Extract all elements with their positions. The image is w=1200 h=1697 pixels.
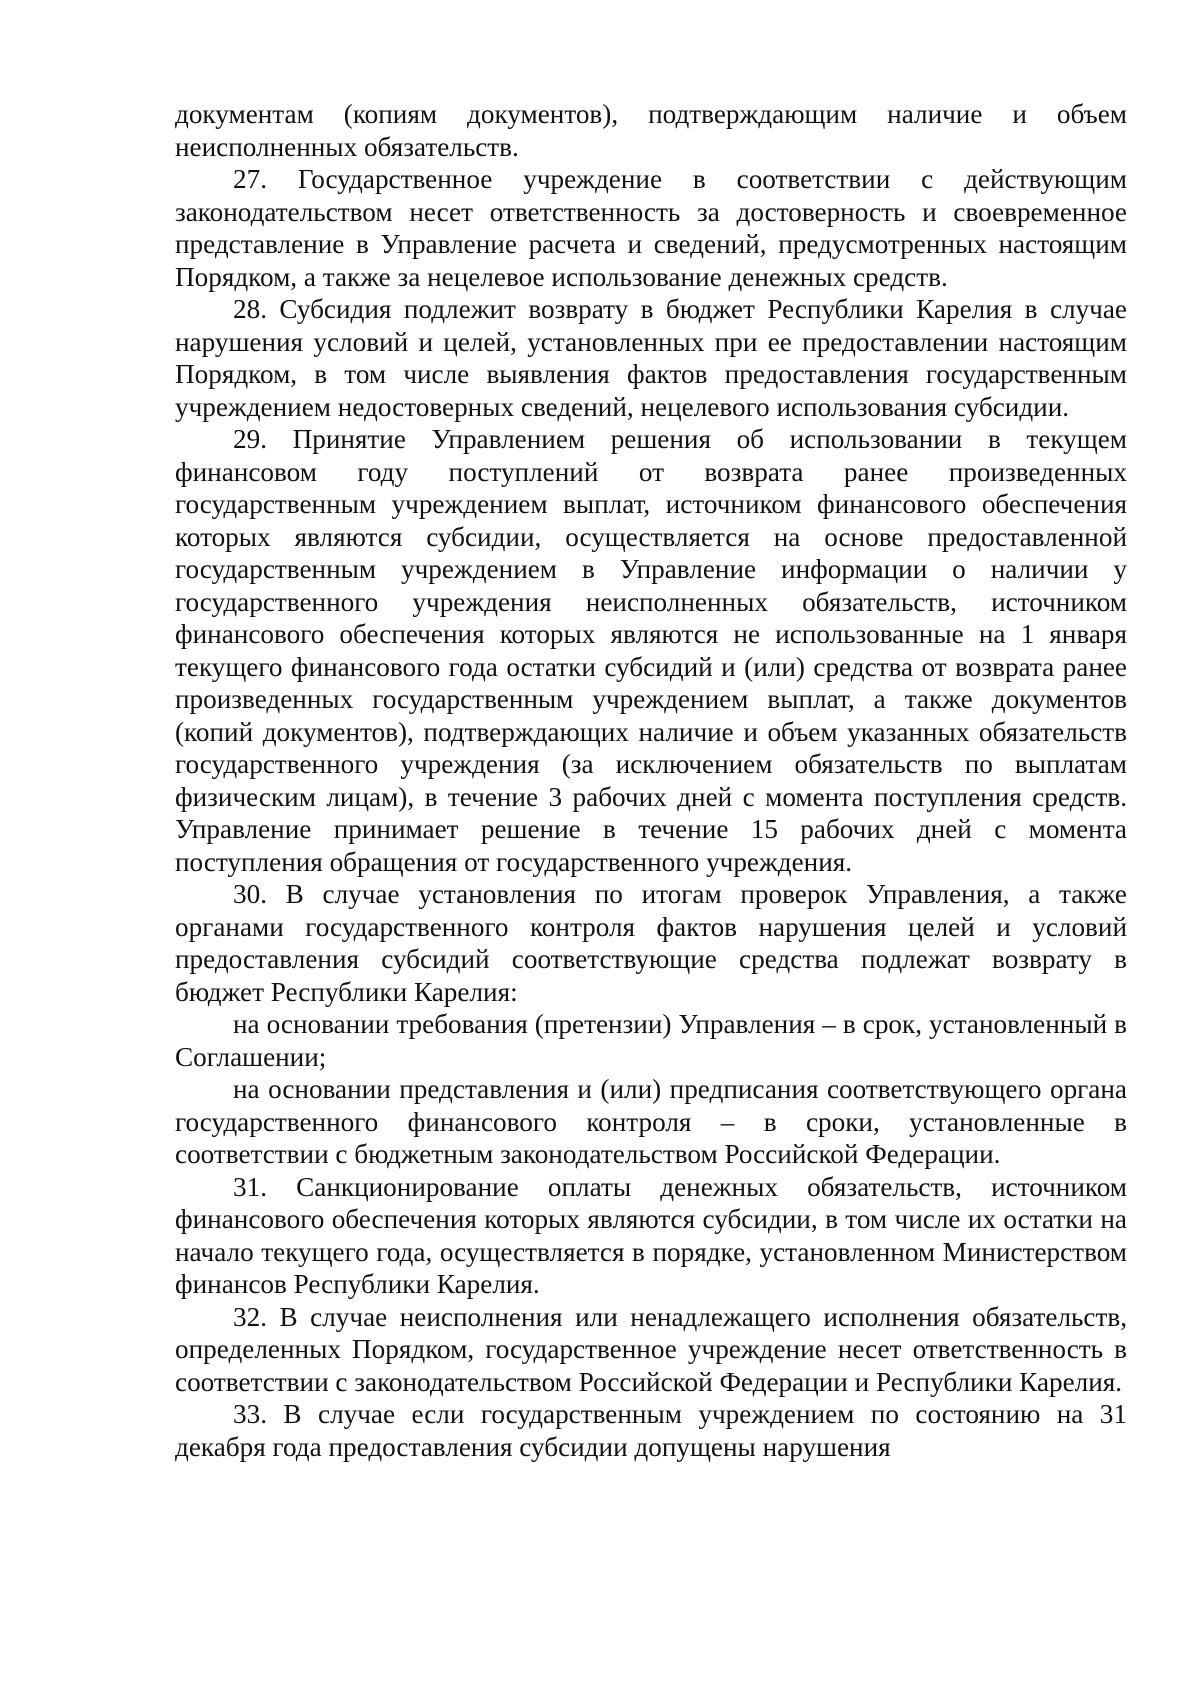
paragraph-31: 31. Санкционирование оплаты денежных обязательств, источником финансового обеспечения которых являются субсидии, в том числе их остатки на начало текущего года, осуществляется в порядке, установленном Министерством финансов Республики Карелия. <box>175 1171 1127 1299</box>
paragraph-29: 29. Принятие Управлением решения об использовании в текущем финансовом году поступлений от возврата ранее произведенных государственным учреждением выплат, источником финансового обеспечения которых являются субсидии, осуществляется на основе предоставленной государственным учреждением в Управление информации о наличии у государственного учреждения неисполненных обязательств, источником финансового обеспечения которых являются не использованные на 1 января текущего финансового года остатки субсидий и (или) средства от возврата ранее произведенных государственным учреждением выплат, а также документов (копий документов), подтверждающих наличие и объем указанных обязательств государственного учреждения (за исключением обязательств по выплатам физическим лицам), в течение 3 рабочих дней с момента поступления средств. Управление принимает решение в течение 15 рабочих дней с момента поступления обращения от государственного учреждения. <box>175 424 1127 877</box>
document-body <box>175 98 1127 1463</box>
paragraph-27: 27. Государственное учреждение в соответствии с действующим законодательством несет ответственность за достоверность и своевременное представление в Управление расчета и сведений, предусмотренных настоящим Порядком, а также за нецелевое использование денежных средств. <box>175 164 1127 292</box>
paragraph-30: 30. В случае установления по итогам проверок Управления, а также органами государственного контроля фактов нарушения целей и условий предоставления субсидий соответствующие средства подлежат возврату в бюджет Республики Карелия: <box>175 879 1127 1007</box>
paragraph-30-item-1: на основании требования (претензии) Управления – в срок, установленный в Соглашении; <box>175 1009 1127 1072</box>
paragraph-32: 32. В случае неисполнения или ненадлежащего исполнения обязательств, определенных Порядком, государственное учреждение несет ответственность в соответствии с законодательством Российской Федерации и Республики Карелия. <box>175 1301 1127 1397</box>
paragraph-33: 33. В случае если государственным учреждением по состоянию на 31 декабря года предоставления субсидии допущены нарушения <box>175 1399 1127 1462</box>
paragraph-continuation: документам (копиям документов), подтверждающим наличие и объем неисполненных обязательств. <box>175 99 1127 162</box>
paragraph-30-item-2: на основании представления и (или) предписания соответствующего органа государственного финансового контроля – в сроки, установленные в соответствии с бюджетным законодательством Российской Федерации. <box>175 1074 1127 1169</box>
paragraph-28: 28. Субсидия подлежит возврату в бюджет Республики Карелия в случае нарушения условий и целей, установленных при ее предоставлении настоящим Порядком, в том числе выявления фактов предоставления государственным учреждением недостоверных сведений, нецелевого использования субсидии. <box>175 294 1127 422</box>
